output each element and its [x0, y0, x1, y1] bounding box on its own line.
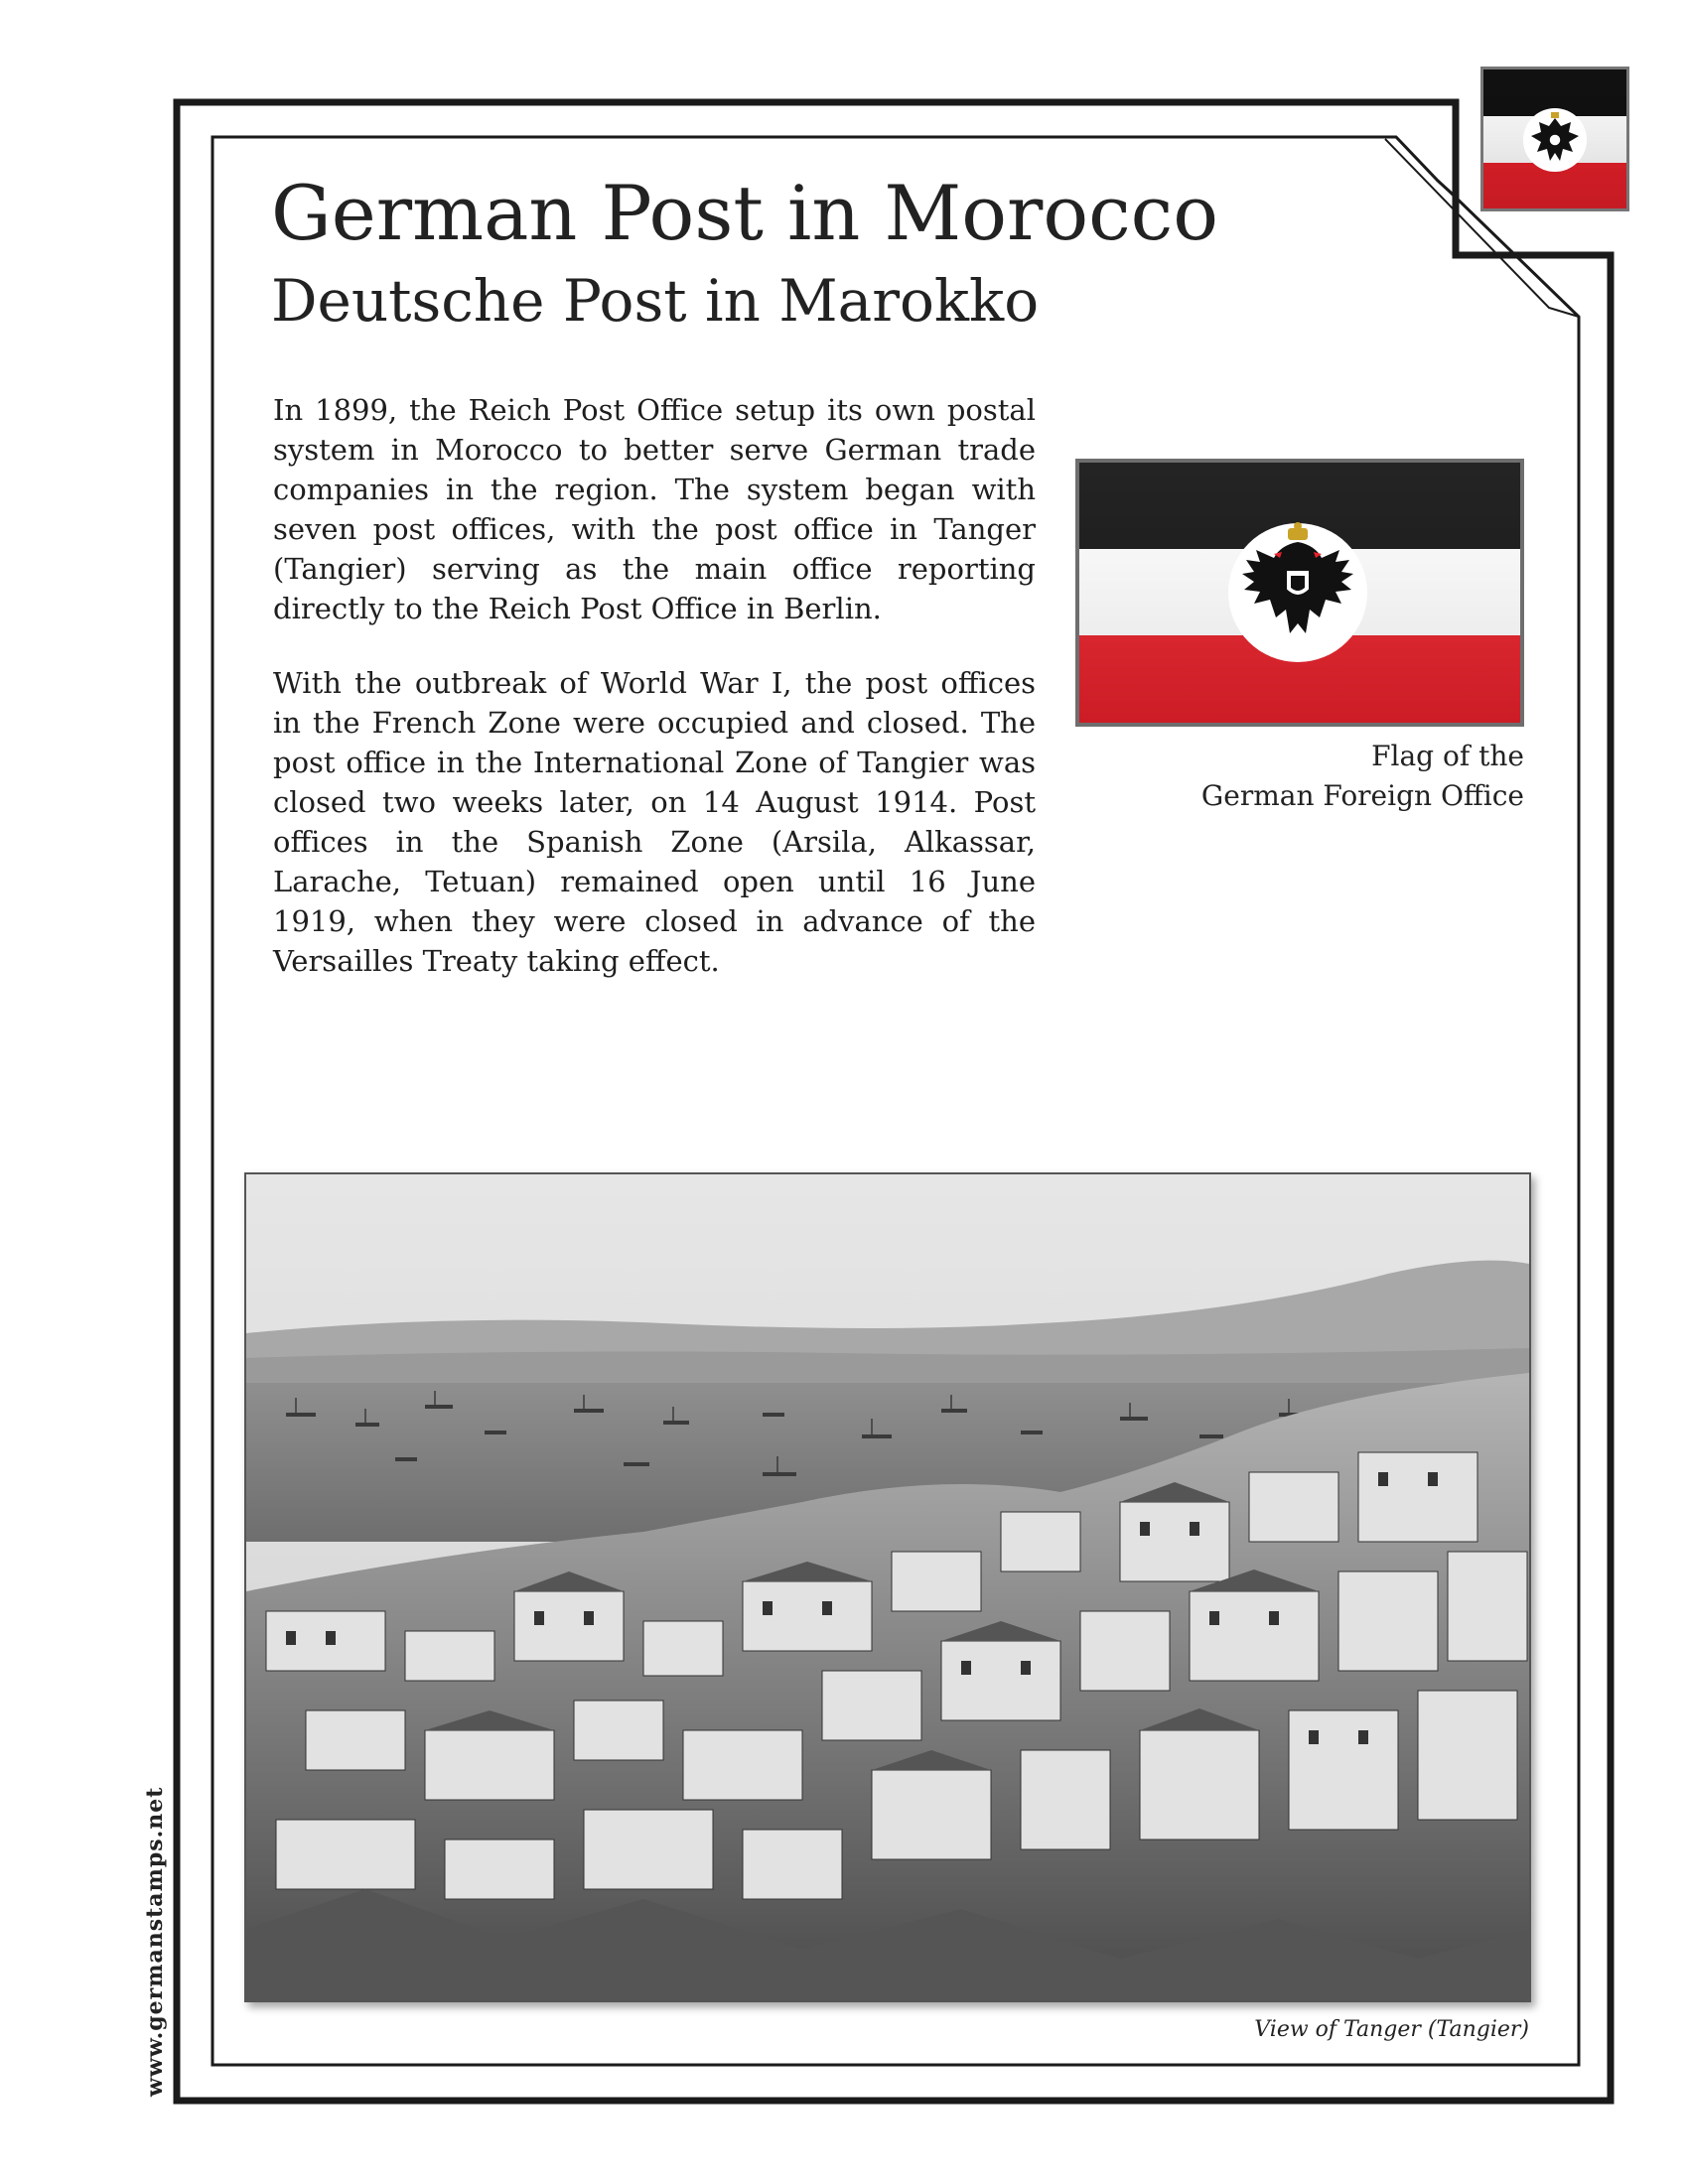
corner-flag-icon — [1480, 67, 1629, 211]
photo-caption: View of Tanger (Tangier) — [1254, 2017, 1529, 2042]
page-subtitle: Deutsche Post in Marokko — [271, 267, 1040, 335]
flag-caption-line2: German Foreign Office — [1200, 779, 1524, 812]
intro-paragraph: In 1899, the Reich Post Office setup its own postal system in Morocco to better serve German trade companies in the region. The system began with seven post offices, with the post office in Tanger (Tangier) serving as the main office reporting directly to the Reich Post Office in Berlin. — [273, 393, 1036, 625]
tangier-harbor-photo — [244, 1172, 1531, 2002]
foreign-office-flag — [1075, 459, 1524, 727]
flag-caption — [1075, 737, 1524, 816]
website-url[interactable]: www.germanstamps.net — [142, 1786, 168, 2097]
page-title: German Post in Morocco — [271, 169, 1218, 257]
history-paragraph: With the outbreak of World War I, the post offices in the French Zone were occupied and closed. The post office in the International Zone of Tangier was closed two weeks later, on 14 August 1914. Post offices in the Spanish Zone (Arsila, Alkassar, Larache, Tetuan) remained open until 16 June 1919, when they were closed in advance of the Versailles Treaty taking effect. — [273, 666, 1036, 978]
flag-caption-line1: Flag of the — [1371, 740, 1524, 772]
